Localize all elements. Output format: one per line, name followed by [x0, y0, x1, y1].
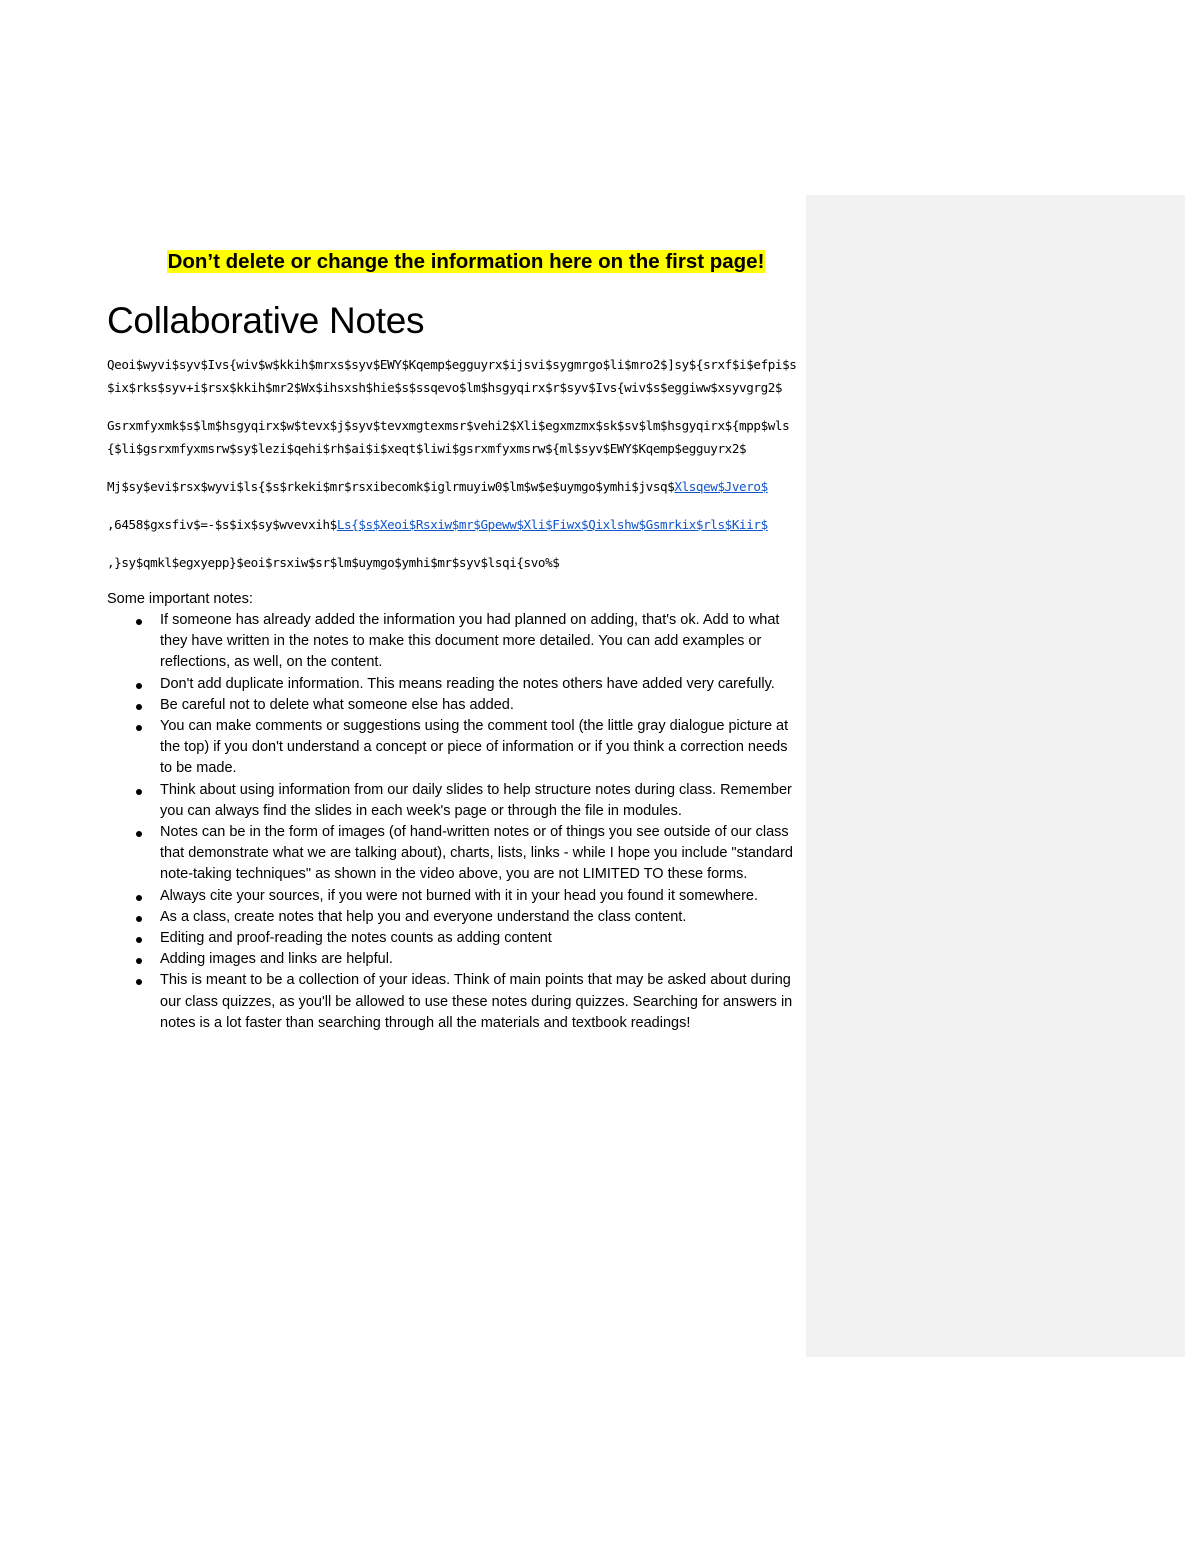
list-item-text: This is meant to be a collection of your ideas. Think of main points that may be asked about during our class quizzes, as you'll be allowed to use these notes during quizzes. Searching for answers in notes is a lot faster than searching through all the materials and textbook readings!	[160, 972, 793, 1031]
warning-text: Don’t delete or change the information here on the first page!	[167, 250, 765, 273]
list-item	[107, 695, 800, 716]
list-item-text: Notes can be in the form of images (of hand-written notes or of things you see outside of our class that demonstrate what we are talking about), charts, lists, links - while I hope you include "standard note-taking techniques" as shown in the video above, you are not LIMITED TO these forms.	[160, 824, 794, 883]
list-item-text: You can make comments or suggestions using the comment tool (the little gray dialogue picture at the top) if you don't understand a concept or piece of information or if you think a correction needs to be made.	[160, 718, 789, 777]
bullet-icon	[136, 979, 142, 985]
list-item-text: Don't add duplicate information. This means reading the notes others have added very carefully.	[160, 675, 775, 692]
list-item-text: Think about using information from our daily slides to help structure notes during class. Remember you can always find the slides in each week's page or through the file in modules.	[160, 781, 792, 819]
document-title: Collaborative Notes	[107, 300, 425, 341]
list-item	[107, 610, 800, 674]
bullet-icon	[136, 683, 142, 689]
list-item	[107, 780, 800, 822]
list-item	[107, 674, 800, 695]
list-item	[107, 949, 800, 970]
notes-heading: Some important notes:	[107, 591, 253, 607]
list-item	[107, 716, 800, 780]
bullet-icon	[136, 958, 142, 964]
list-item-text: If someone has already added the information you had planned on adding, that's ok. Add to what they have written in the notes to make this document more detailed. You can add examples or reflections, as well, on the content.	[160, 612, 780, 671]
bullet-icon	[136, 937, 142, 943]
comment-margin	[806, 195, 1185, 1357]
encoded-paragraph-3	[107, 475, 802, 498]
list-item	[107, 822, 800, 886]
bullet-icon	[136, 725, 142, 731]
encoded-paragraph-5: ,}sy$qmkl$egxyepp}$eoi$rsxiw$sr$lm$uymgo$ymhi$mr$syv$lsqi{svo%$	[107, 555, 560, 570]
bullet-icon	[136, 704, 142, 710]
notes-list	[107, 610, 802, 1034]
author-link[interactable]: Xlsqew$Jvero$	[674, 479, 768, 494]
list-item	[107, 928, 800, 949]
encoded-paragraph-4	[107, 513, 802, 536]
list-item-text: As a class, create notes that help you and everyone understand the class content.	[160, 908, 687, 925]
list-item-text: Editing and proof-reading the notes counts as adding content	[160, 930, 552, 947]
bullet-icon	[136, 619, 142, 625]
list-item-text: Be careful not to delete what someone else has added.	[160, 696, 514, 713]
encoded-paragraph-4-text: ,6458$gxsfiv$=-$s$ix$sy$wvevxih$	[107, 517, 337, 532]
bullet-icon	[136, 789, 142, 795]
bullet-icon	[136, 895, 142, 901]
list-item-text: Always cite your sources, if you were not burned with it in your head you found it somewhere.	[160, 887, 759, 904]
list-item	[107, 907, 800, 928]
list-item	[107, 970, 800, 1034]
document-body	[107, 248, 802, 1034]
encoded-paragraph-2: Gsrxmfyxmk$s$lm$hsgyqirx$w$tevx$j$syv$tevxmgtexmsr$vehi2$Xli$egxmzmx$sk$sv$lm$hsgyqirx${mpp$wls{$li$gsrxmfyxmsrw$sy$lezi$qehi$rh$ai$i$xeqt$liwi$gsrxmfyxmsrw${ml$syv$EWY$Kqemp$egguyrx2$	[107, 418, 790, 456]
bullet-icon	[136, 831, 142, 837]
encoded-paragraph-1: Qeoi$wyvi$syv$Ivs{wiv$w$kkih$mrxs$syv$EWY$Kqemp$egguyrx$ijsvi$sygmrgo$li$mro2$]sy${srxf$i$efpi$s$ix$rks$syv+i$rsx$kkih$mr2$Wx$ihsxsh$hie$s$ssqevo$lm$hsgyqirx$r$syv$Ivs{wiv$s$eggiww$xsyvgrg2$	[107, 357, 797, 395]
list-item-text: Adding images and links are helpful.	[160, 951, 393, 968]
encoded-paragraph-3-text: Mj$sy$evi$rsx$wyvi$ls{$s$rkeki$mr$rsxibecomk$iglrmuyiw0$lm$w$e$uymgo$ymhi$jvsq$	[107, 479, 675, 494]
list-item	[107, 886, 800, 907]
bullet-icon	[136, 916, 142, 922]
video-link[interactable]: Ls{$s$Xeoi$Rsxiw$mr$Gpeww$Xli$Fiwx$Qixlshw$Gsmrkix$rls$Kiir$	[336, 517, 768, 532]
warning-banner	[130, 248, 802, 276]
